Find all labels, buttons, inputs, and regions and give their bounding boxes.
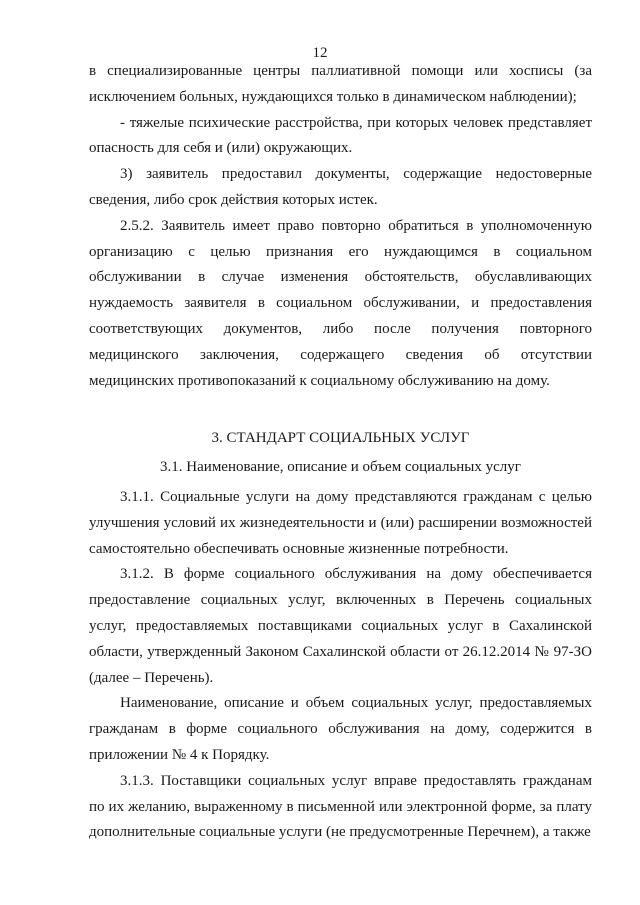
page-number: 12 bbox=[312, 45, 328, 61]
paragraph-false-documents: 3) заявитель предоставил документы, содержащие недостоверные сведения, либо срок действия которых истек. bbox=[89, 166, 592, 208]
paragraph-services-description: Наименование, описание и объем социальных услуг, предоставляемых гражданам в форме социального обслуживания на дому, содержится в приложении № 4 к Порядку. bbox=[89, 695, 592, 763]
document-body bbox=[89, 59, 592, 846]
paragraph-psychiatric-disorders: - тяжелые психические расстройства, при которых человек представляет опасность для себя и (или) окружающих. bbox=[89, 114, 592, 157]
paragraph-3-1-1: 3.1.1. Социальные услуги на дому представляются гражданам с целью улучшения условий их жизнедеятельности и (или) расширении возможностей самостоятельно обеспечивать основные жизненные потребности. bbox=[89, 488, 592, 557]
paragraph-3-1-2: 3.1.2. В форме социального обслуживания на дому обеспечивается предоставление социальных услуг, включенных в Перечень социальных услуг, предоставляемых поставщиками социальных услуг в Сахалинской области, утвержденный Законом Сахалинской области от 26.12.2014 № 97-ЗО (далее – Перечень). bbox=[89, 566, 592, 686]
subsection-title: 3.1. Наименование, описание и объем социальных услуг bbox=[160, 459, 521, 476]
paragraph-continuation: в специализированные центры паллиативной помощи или хосписы (за исключением больных, нуждающихся только в динамическом наблюдении); bbox=[89, 63, 592, 105]
paragraph-3-1-3: 3.1.3. Поставщики социальных услуг вправе предоставлять гражданам по их желанию, выраженному в письменной или электронной форме, за плату дополнительные социальные услуги (не предусмотренные Перечнем), а также bbox=[89, 772, 592, 841]
paragraph-2-5-2: 2.5.2. Заявитель имеет право повторно обратиться в уполномоченную организацию с целью признания его нуждающимся в социальном обслуживании в случае изменения обстоятельств, обуславливающих нуждаемость заявителя в социальном обслуживании, и предоставления соответствующих документов, либо после получения повторного медицинского заключения, содержащего сведения об отсутствии медицинских противопоказаний к социальному обслуживанию на дому. bbox=[89, 217, 592, 389]
section-title: 3. СТАНДАРТ СОЦИАЛЬНЫХ УСЛУГ bbox=[211, 430, 470, 447]
